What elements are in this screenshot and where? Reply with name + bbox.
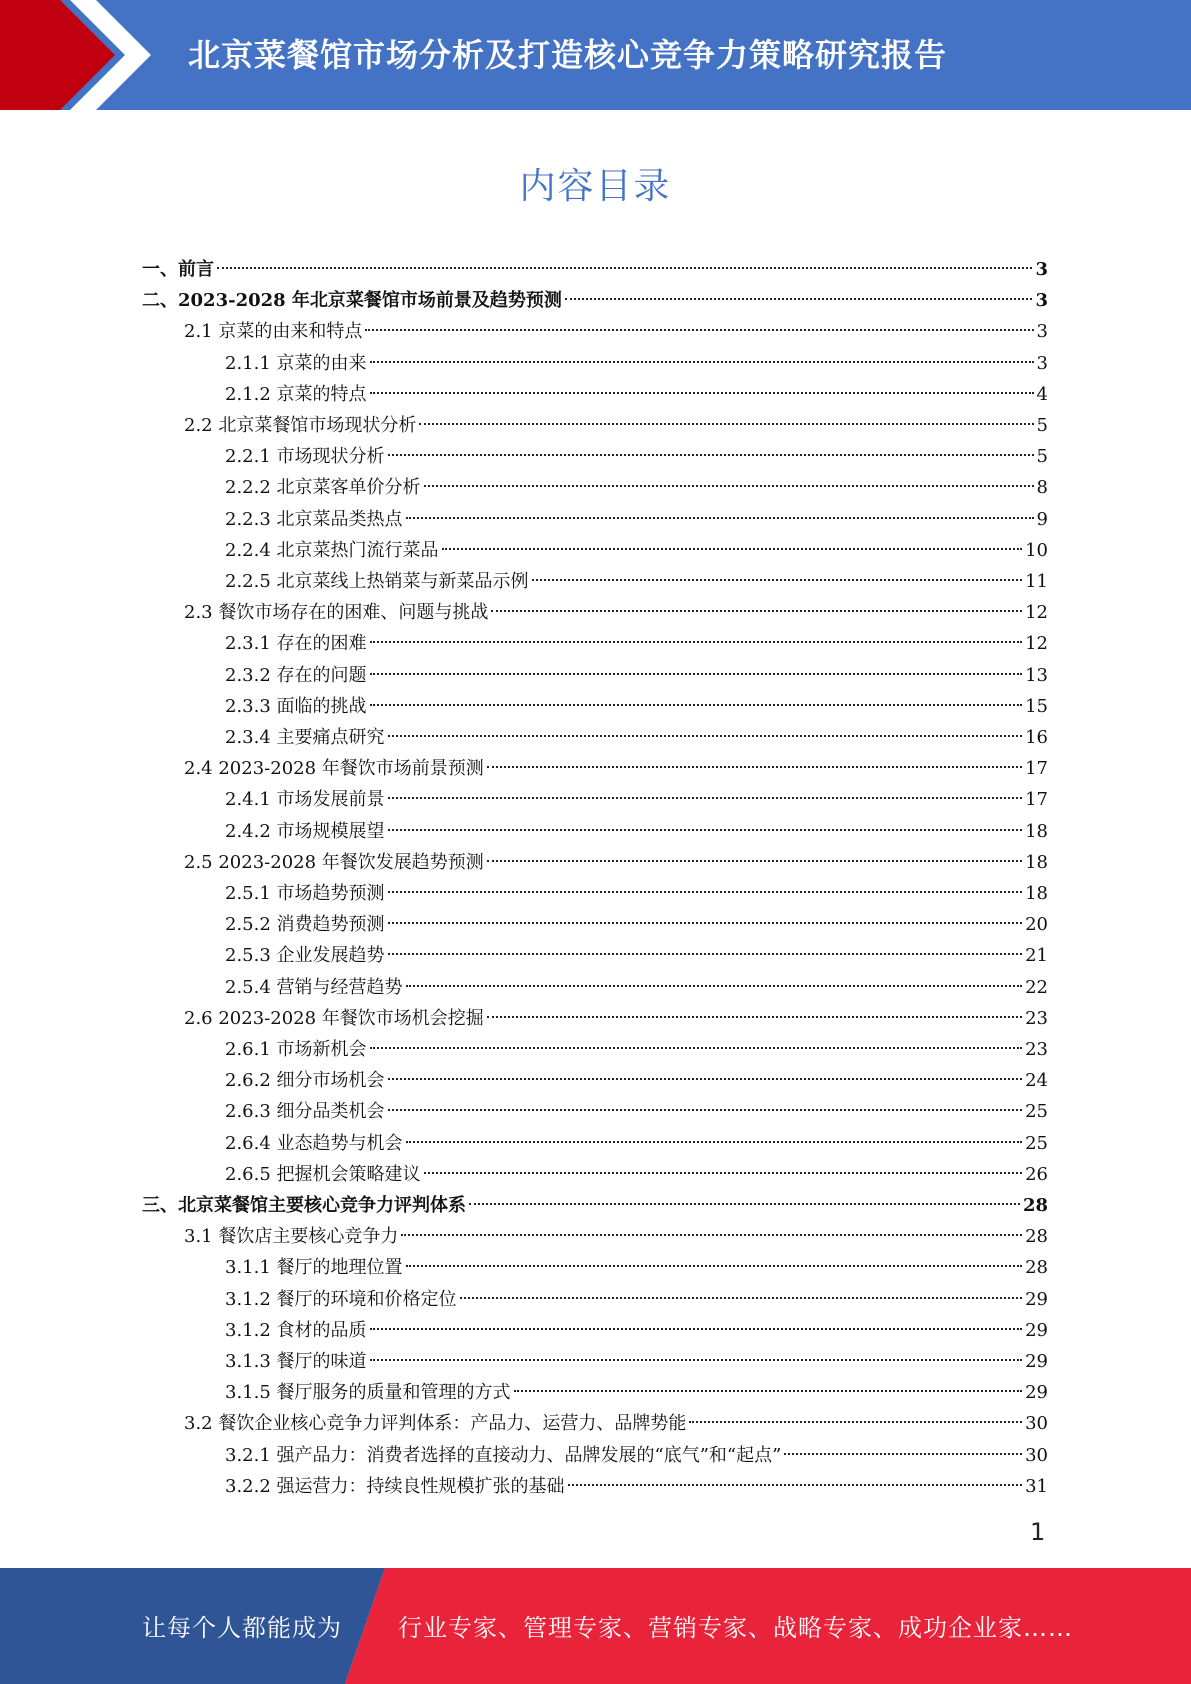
page-number: 1 <box>1030 1518 1046 1546</box>
toc-dot-leader <box>370 704 1023 706</box>
toc-entry-title: 3.2.2 强运营力：持续良性规模扩张的基础 <box>225 1475 565 1497</box>
toc-dot-leader <box>370 1328 1023 1330</box>
toc-entry[interactable] <box>225 1034 1048 1065</box>
toc-dot-leader <box>370 392 1034 394</box>
toc-entry-page: 24 <box>1025 1070 1048 1092</box>
toc-entry[interactable] <box>142 285 1048 316</box>
toc-dot-leader <box>460 1297 1023 1299</box>
toc-entry-title: 2.2.1 市场现状分析 <box>225 446 385 468</box>
toc-entry-title: 2.2 北京菜餐馆市场现状分析 <box>184 415 417 436</box>
toc-entry[interactable] <box>225 940 1048 971</box>
toc-entry-title: 2.1 京菜的由来和特点 <box>184 321 363 343</box>
toc-entry[interactable] <box>225 1440 1048 1471</box>
toc-dot-leader <box>370 641 1023 643</box>
toc-entry-page: 3 <box>1036 352 1048 374</box>
toc-entry-title: 二、2023-2028 年北京菜餐馆市场前景及趋势预测 <box>142 290 562 312</box>
toc-entry[interactable] <box>225 1284 1048 1315</box>
toc-dot-leader <box>532 579 1023 581</box>
toc-entry-page: 25 <box>1025 1132 1048 1154</box>
toc-entry-page: 16 <box>1025 727 1048 748</box>
toc-entry-page: 28 <box>1025 1226 1048 1248</box>
toc-entry[interactable] <box>184 1003 1048 1034</box>
toc-dot-leader <box>406 517 1034 519</box>
toc-dot-leader <box>419 423 1033 425</box>
toc-entry[interactable] <box>225 1377 1048 1408</box>
toc-entry-title: 2.2.2 北京菜客单价分析 <box>225 477 421 499</box>
toc-dot-leader <box>424 485 1034 487</box>
toc-entry-page: 20 <box>1025 914 1048 936</box>
toc-dot-leader <box>370 1047 1023 1049</box>
toc-entry-title: 2.5.3 企业发展趋势 <box>225 945 385 967</box>
toc-entry-page: 23 <box>1025 1039 1048 1060</box>
toc-dot-leader <box>370 361 1034 363</box>
toc-entry-page: 17 <box>1025 789 1048 811</box>
toc-entry-page: 29 <box>1025 1382 1048 1404</box>
toc-entry-title: 2.3.3 面临的挑战 <box>225 695 367 717</box>
toc-entry-page: 29 <box>1025 1319 1048 1341</box>
toc-dot-leader <box>487 860 1022 862</box>
toc-entry[interactable] <box>225 878 1048 909</box>
toc-dot-leader <box>388 797 1023 799</box>
toc-entry[interactable] <box>225 566 1048 597</box>
toc-dot-leader <box>487 766 1022 768</box>
toc-entry-page: 26 <box>1025 1163 1048 1185</box>
toc-dot-leader <box>689 1421 1022 1423</box>
toc-entry-page: 25 <box>1025 1101 1048 1123</box>
toc-entry-page: 15 <box>1025 695 1048 717</box>
toc-entry[interactable] <box>184 410 1048 441</box>
toc-entry[interactable] <box>184 1221 1048 1252</box>
toc-entry[interactable] <box>225 691 1048 722</box>
toc-dot-leader <box>784 1453 1022 1455</box>
toc-entry-title: 2.3 餐饮市场存在的困难、问题与挑战 <box>184 602 489 624</box>
toc-entry-title: 2.3.4 主要痛点研究 <box>225 727 385 748</box>
toc-dot-leader <box>568 1484 1023 1486</box>
toc-dot-leader <box>442 548 1023 550</box>
toc-entry-page: 28 <box>1025 1257 1048 1279</box>
toc-entry-title: 2.2.4 北京菜热门流行菜品 <box>225 539 439 561</box>
toc-dot-leader <box>388 735 1023 737</box>
toc-entry-page: 18 <box>1025 883 1048 904</box>
toc-entry-page: 22 <box>1025 976 1048 998</box>
toc-entry-title: 2.3.1 存在的困难 <box>225 633 367 655</box>
toc-dot-leader <box>491 610 1022 612</box>
toc-entry[interactable] <box>225 472 1048 503</box>
toc-entry-page: 30 <box>1025 1413 1048 1435</box>
toc-dot-leader <box>388 922 1023 924</box>
toc-entry-page: 4 <box>1036 383 1048 405</box>
toc-entry-title: 三、北京菜餐馆主要核心竞争力评判体系 <box>142 1195 466 1216</box>
toc-entry[interactable] <box>225 379 1048 410</box>
toc-entry[interactable] <box>225 1346 1048 1377</box>
toc-entry[interactable] <box>184 847 1048 878</box>
toc-entry-title: 3.1.3 餐厅的味道 <box>225 1351 367 1372</box>
toc-entry-page: 3 <box>1036 321 1048 343</box>
toc-dot-leader <box>424 1172 1023 1174</box>
toc-entry-page: 3 <box>1035 259 1048 280</box>
toc-dot-leader <box>406 1141 1023 1143</box>
toc-entry-title: 2.4.1 市场发展前景 <box>225 789 385 811</box>
toc-entry-title: 2.6.5 把握机会策略建议 <box>225 1163 421 1185</box>
toc-entry-title: 2.6.2 细分市场机会 <box>225 1070 385 1092</box>
toc-entry-title: 2.1.1 京菜的由来 <box>225 352 367 374</box>
toc-dot-leader <box>388 1109 1023 1111</box>
footer-banner <box>0 1568 1191 1684</box>
toc-dot-leader <box>388 891 1023 893</box>
toc-dot-leader <box>217 267 1032 269</box>
toc-entry-page: 29 <box>1025 1288 1048 1310</box>
toc-entry[interactable] <box>225 972 1048 1003</box>
toc-entry-title: 3.2.1 强产品力：消费者选择的直接动力、品牌发展的“底气”和“起点” <box>225 1444 782 1466</box>
toc-dot-leader <box>388 953 1023 955</box>
toc-heading: 内容目录 <box>519 166 672 207</box>
toc-entry-page: 30 <box>1025 1444 1048 1466</box>
report-title: 北京菜餐馆市场分析及打造核心竞争力策略研究报告 <box>188 36 948 74</box>
toc-entry-title: 3.1.1 餐厅的地理位置 <box>225 1257 403 1279</box>
toc-entry-title: 2.5.2 消费趋势预测 <box>225 914 385 936</box>
toc-entry-title: 3.1.2 食材的品质 <box>225 1319 367 1341</box>
toc-entry-title: 2.6 2023-2028 年餐饮市场机会挖掘 <box>184 1007 484 1029</box>
toc-dot-leader <box>370 1359 1023 1361</box>
toc-entry-page: 18 <box>1025 820 1048 842</box>
toc-entry-title: 2.3.2 存在的问题 <box>225 664 367 686</box>
toc-entry[interactable] <box>225 1315 1048 1346</box>
toc-dot-leader <box>388 454 1034 456</box>
toc-entry-page: 10 <box>1025 539 1048 561</box>
toc-entry-page: 5 <box>1036 446 1048 468</box>
toc-entry-page: 21 <box>1025 945 1048 967</box>
toc-entry-page: 3 <box>1035 290 1048 312</box>
toc-dot-leader <box>487 1016 1022 1018</box>
toc-entry-title: 2.6.4 业态趋势与机会 <box>225 1132 403 1154</box>
toc-dot-leader <box>370 673 1023 675</box>
toc-entry-title: 2.5.1 市场趋势预测 <box>225 883 385 904</box>
toc-entry-title: 2.2.5 北京菜线上热销菜与新菜品示例 <box>225 571 529 592</box>
toc-entry-page: 8 <box>1036 477 1048 499</box>
toc-entry[interactable] <box>225 1159 1048 1190</box>
toc-entry[interactable] <box>225 1471 1048 1502</box>
toc-entry-title: 3.2 餐饮企业核心竞争力评判体系：产品力、运营力、品牌势能 <box>184 1413 687 1435</box>
toc-dot-leader <box>406 985 1023 987</box>
toc-entry[interactable] <box>225 1128 1048 1159</box>
toc-entry[interactable] <box>225 504 1048 535</box>
toc-entry-title: 2.4.2 市场规模展望 <box>225 820 385 842</box>
toc-entry[interactable] <box>184 597 1048 628</box>
toc-dot-leader <box>401 1234 1022 1236</box>
toc-dot-leader <box>406 1265 1023 1267</box>
footer-slogan-right: 行业专家、管理专家、营销专家、战略专家、成功企业家…… <box>398 1614 1073 1642</box>
toc-entry-page: 23 <box>1025 1007 1048 1029</box>
toc-entry[interactable] <box>225 535 1048 566</box>
toc-entry-title: 2.2.3 北京菜品类热点 <box>225 508 403 530</box>
toc-entry[interactable] <box>225 722 1048 753</box>
toc-entry[interactable] <box>225 660 1048 691</box>
toc-entry-title: 2.1.2 京菜的特点 <box>225 383 367 405</box>
toc-dot-leader <box>514 1390 1023 1392</box>
toc-entry[interactable] <box>225 1252 1048 1283</box>
toc-entry-title: 2.5.4 营销与经营趋势 <box>225 976 403 998</box>
toc-entry[interactable] <box>142 254 1048 285</box>
toc-dot-leader <box>365 329 1033 331</box>
toc-entry-title: 3.1.5 餐厅服务的质量和管理的方式 <box>225 1382 511 1404</box>
toc-entry-page: 18 <box>1025 851 1048 873</box>
toc-entry-title: 2.6.1 市场新机会 <box>225 1039 367 1060</box>
toc-entry-title: 3.1.2 餐厅的环境和价格定位 <box>225 1288 457 1310</box>
toc-entry[interactable] <box>184 1408 1048 1439</box>
toc-entry-page: 28 <box>1022 1195 1048 1216</box>
toc-entry-title: 2.4 2023-2028 年餐饮市场前景预测 <box>184 758 484 780</box>
toc-dot-leader <box>565 298 1033 300</box>
toc-entry[interactable] <box>225 816 1048 847</box>
toc-entry[interactable] <box>225 348 1048 379</box>
toc-entry[interactable] <box>225 909 1048 940</box>
toc-entry[interactable] <box>142 1190 1048 1221</box>
toc-entry-page: 9 <box>1036 508 1048 530</box>
toc-entry-page: 11 <box>1025 571 1048 592</box>
toc-dot-leader <box>469 1203 1020 1205</box>
toc-entry-page: 31 <box>1025 1475 1048 1497</box>
toc-entry-page: 5 <box>1036 415 1048 436</box>
toc-entry-title: 2.5 2023-2028 年餐饮发展趋势预测 <box>184 851 484 873</box>
toc-entry[interactable] <box>225 628 1048 659</box>
footer-slogan-left: 让每个人都能成为 <box>142 1614 342 1642</box>
toc-entry[interactable] <box>184 753 1048 784</box>
toc-entry[interactable] <box>225 784 1048 815</box>
toc-dot-leader <box>388 829 1023 831</box>
toc-dot-leader <box>388 1078 1023 1080</box>
toc-entry-title: 一、前言 <box>142 259 214 280</box>
toc-entry-title: 3.1 餐饮店主要核心竞争力 <box>184 1226 399 1248</box>
toc-entry-page: 13 <box>1025 664 1048 686</box>
toc-entry-page: 17 <box>1025 758 1048 780</box>
toc-entry-page: 12 <box>1025 633 1048 655</box>
toc-entry-title: 2.6.3 细分品类机会 <box>225 1101 385 1123</box>
toc-entry[interactable] <box>225 1096 1048 1127</box>
toc-entry[interactable] <box>225 1065 1048 1096</box>
header-banner <box>0 0 1191 110</box>
toc-entry[interactable] <box>184 316 1048 347</box>
toc-entry[interactable] <box>225 441 1048 472</box>
toc-entry-page: 29 <box>1025 1351 1048 1372</box>
toc-entry-page: 12 <box>1025 602 1048 624</box>
